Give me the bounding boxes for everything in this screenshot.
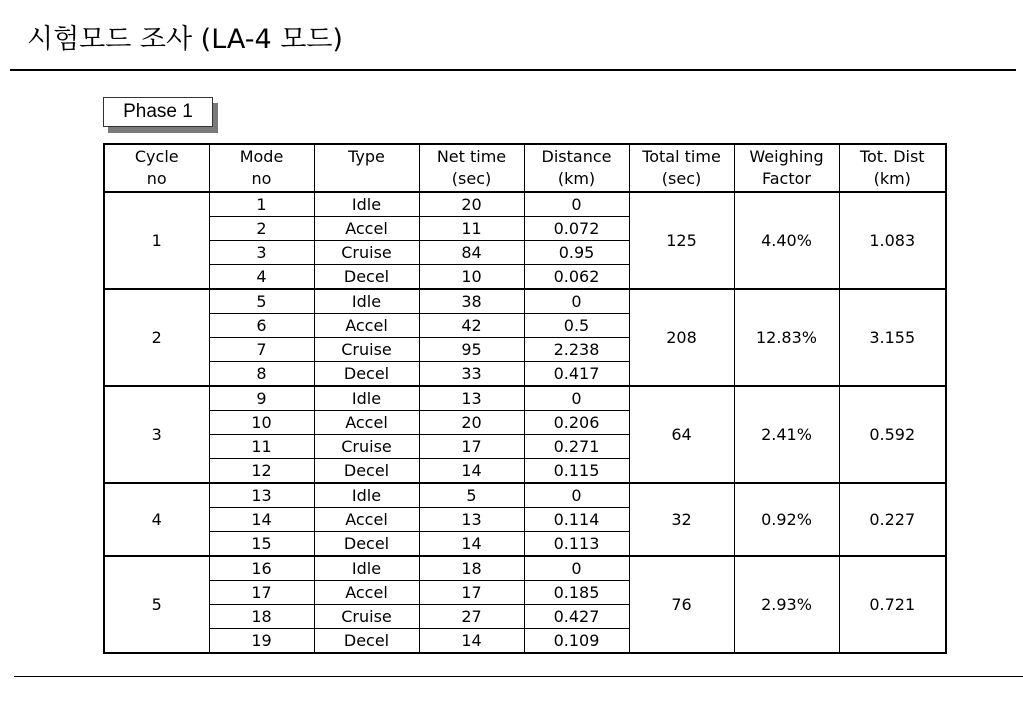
distance-cell: 0.062 — [524, 265, 629, 290]
mode-no-cell: 3 — [209, 241, 314, 265]
type-cell: Accel — [314, 508, 419, 532]
mode-no-cell: 11 — [209, 435, 314, 459]
distance-cell: 2.238 — [524, 338, 629, 362]
type-cell: Idle — [314, 386, 419, 411]
distance-cell: 0.271 — [524, 435, 629, 459]
table-row — [104, 483, 946, 508]
page-title: 시험모드 조사 (LA-4 모드) — [27, 24, 343, 55]
mode-no-cell: 10 — [209, 411, 314, 435]
header-total-time: Total time (sec) — [629, 144, 734, 192]
distance-cell: 0 — [524, 556, 629, 581]
mode-no-cell: 1 — [209, 192, 314, 217]
distance-cell: 0.206 — [524, 411, 629, 435]
mode-no-cell: 17 — [209, 581, 314, 605]
distance-cell: 0.417 — [524, 362, 629, 387]
type-cell: Accel — [314, 217, 419, 241]
net-time-cell: 11 — [419, 217, 524, 241]
mode-no-cell: 16 — [209, 556, 314, 581]
distance-cell: 0 — [524, 289, 629, 314]
mode-no-cell: 7 — [209, 338, 314, 362]
tot-dist-cell: 0.721 — [839, 556, 946, 653]
tot-dist-cell: 0.592 — [839, 386, 946, 483]
mode-no-cell: 9 — [209, 386, 314, 411]
mode-no-cell: 5 — [209, 289, 314, 314]
type-cell: Accel — [314, 411, 419, 435]
distance-cell: 0.109 — [524, 629, 629, 654]
cycle-no-cell: 5 — [104, 556, 209, 653]
type-cell: Idle — [314, 483, 419, 508]
type-cell: Accel — [314, 581, 419, 605]
type-cell: Cruise — [314, 435, 419, 459]
table-row — [104, 192, 946, 217]
net-time-cell: 20 — [419, 192, 524, 217]
distance-cell: 0.427 — [524, 605, 629, 629]
mode-no-cell: 15 — [209, 532, 314, 557]
net-time-cell: 18 — [419, 556, 524, 581]
header-cycle-no: Cycle no — [104, 144, 209, 192]
weighing-factor-cell: 0.92% — [734, 483, 839, 556]
mode-no-cell: 12 — [209, 459, 314, 484]
type-cell: Decel — [314, 629, 419, 654]
total-time-cell: 64 — [629, 386, 734, 483]
cycle-no-cell: 1 — [104, 192, 209, 289]
mode-no-cell: 8 — [209, 362, 314, 387]
net-time-cell: 27 — [419, 605, 524, 629]
net-time-cell: 84 — [419, 241, 524, 265]
distance-cell: 0 — [524, 192, 629, 217]
cycle-no-cell: 2 — [104, 289, 209, 386]
mode-no-cell: 13 — [209, 483, 314, 508]
la4-mode-table — [103, 143, 947, 654]
header-weighing-factor: Weighing Factor — [734, 144, 839, 192]
net-time-cell: 95 — [419, 338, 524, 362]
cycle-no-cell: 3 — [104, 386, 209, 483]
type-cell: Decel — [314, 532, 419, 557]
net-time-cell: 17 — [419, 435, 524, 459]
net-time-cell: 20 — [419, 411, 524, 435]
mode-no-cell: 2 — [209, 217, 314, 241]
net-time-cell: 33 — [419, 362, 524, 387]
total-time-cell: 32 — [629, 483, 734, 556]
mode-no-cell: 14 — [209, 508, 314, 532]
weighing-factor-cell: 2.93% — [734, 556, 839, 653]
header-tot-dist: Tot. Dist (km) — [839, 144, 946, 192]
distance-cell: 0 — [524, 386, 629, 411]
total-time-cell: 76 — [629, 556, 734, 653]
type-cell: Cruise — [314, 605, 419, 629]
tot-dist-cell: 0.227 — [839, 483, 946, 556]
weighing-factor-cell: 2.41% — [734, 386, 839, 483]
distance-cell: 0.95 — [524, 241, 629, 265]
type-cell: Accel — [314, 314, 419, 338]
table-row — [104, 386, 946, 411]
net-time-cell: 14 — [419, 459, 524, 484]
net-time-cell: 5 — [419, 483, 524, 508]
distance-cell: 0.072 — [524, 217, 629, 241]
table-row — [104, 289, 946, 314]
net-time-cell: 14 — [419, 532, 524, 557]
mode-no-cell: 18 — [209, 605, 314, 629]
net-time-cell: 38 — [419, 289, 524, 314]
net-time-cell: 17 — [419, 581, 524, 605]
net-time-cell: 13 — [419, 386, 524, 411]
mode-no-cell: 6 — [209, 314, 314, 338]
type-cell: Idle — [314, 192, 419, 217]
mode-no-cell: 19 — [209, 629, 314, 654]
table-header-row — [104, 144, 946, 192]
distance-cell: 0.185 — [524, 581, 629, 605]
type-cell: Decel — [314, 362, 419, 387]
type-cell: Cruise — [314, 241, 419, 265]
header-net-time: Net time (sec) — [419, 144, 524, 192]
table-row — [104, 556, 946, 581]
distance-cell: 0 — [524, 483, 629, 508]
type-cell: Cruise — [314, 338, 419, 362]
weighing-factor-cell: 12.83% — [734, 289, 839, 386]
mode-no-cell: 4 — [209, 265, 314, 290]
type-cell: Idle — [314, 289, 419, 314]
header-type: Type — [314, 144, 419, 192]
tot-dist-cell: 1.083 — [839, 192, 946, 289]
distance-cell: 0.114 — [524, 508, 629, 532]
header-distance: Distance (km) — [524, 144, 629, 192]
tot-dist-cell: 3.155 — [839, 289, 946, 386]
footer-divider — [14, 676, 1023, 677]
net-time-cell: 14 — [419, 629, 524, 654]
type-cell: Decel — [314, 265, 419, 290]
type-cell: Idle — [314, 556, 419, 581]
distance-cell: 0.5 — [524, 314, 629, 338]
distance-cell: 0.113 — [524, 532, 629, 557]
header-mode-no: Mode no — [209, 144, 314, 192]
type-cell: Decel — [314, 459, 419, 484]
title-divider — [10, 69, 1016, 71]
total-time-cell: 208 — [629, 289, 734, 386]
net-time-cell: 10 — [419, 265, 524, 290]
phase-label: Phase 1 — [103, 97, 213, 127]
distance-cell: 0.115 — [524, 459, 629, 484]
weighing-factor-cell: 4.40% — [734, 192, 839, 289]
net-time-cell: 13 — [419, 508, 524, 532]
total-time-cell: 125 — [629, 192, 734, 289]
net-time-cell: 42 — [419, 314, 524, 338]
cycle-no-cell: 4 — [104, 483, 209, 556]
